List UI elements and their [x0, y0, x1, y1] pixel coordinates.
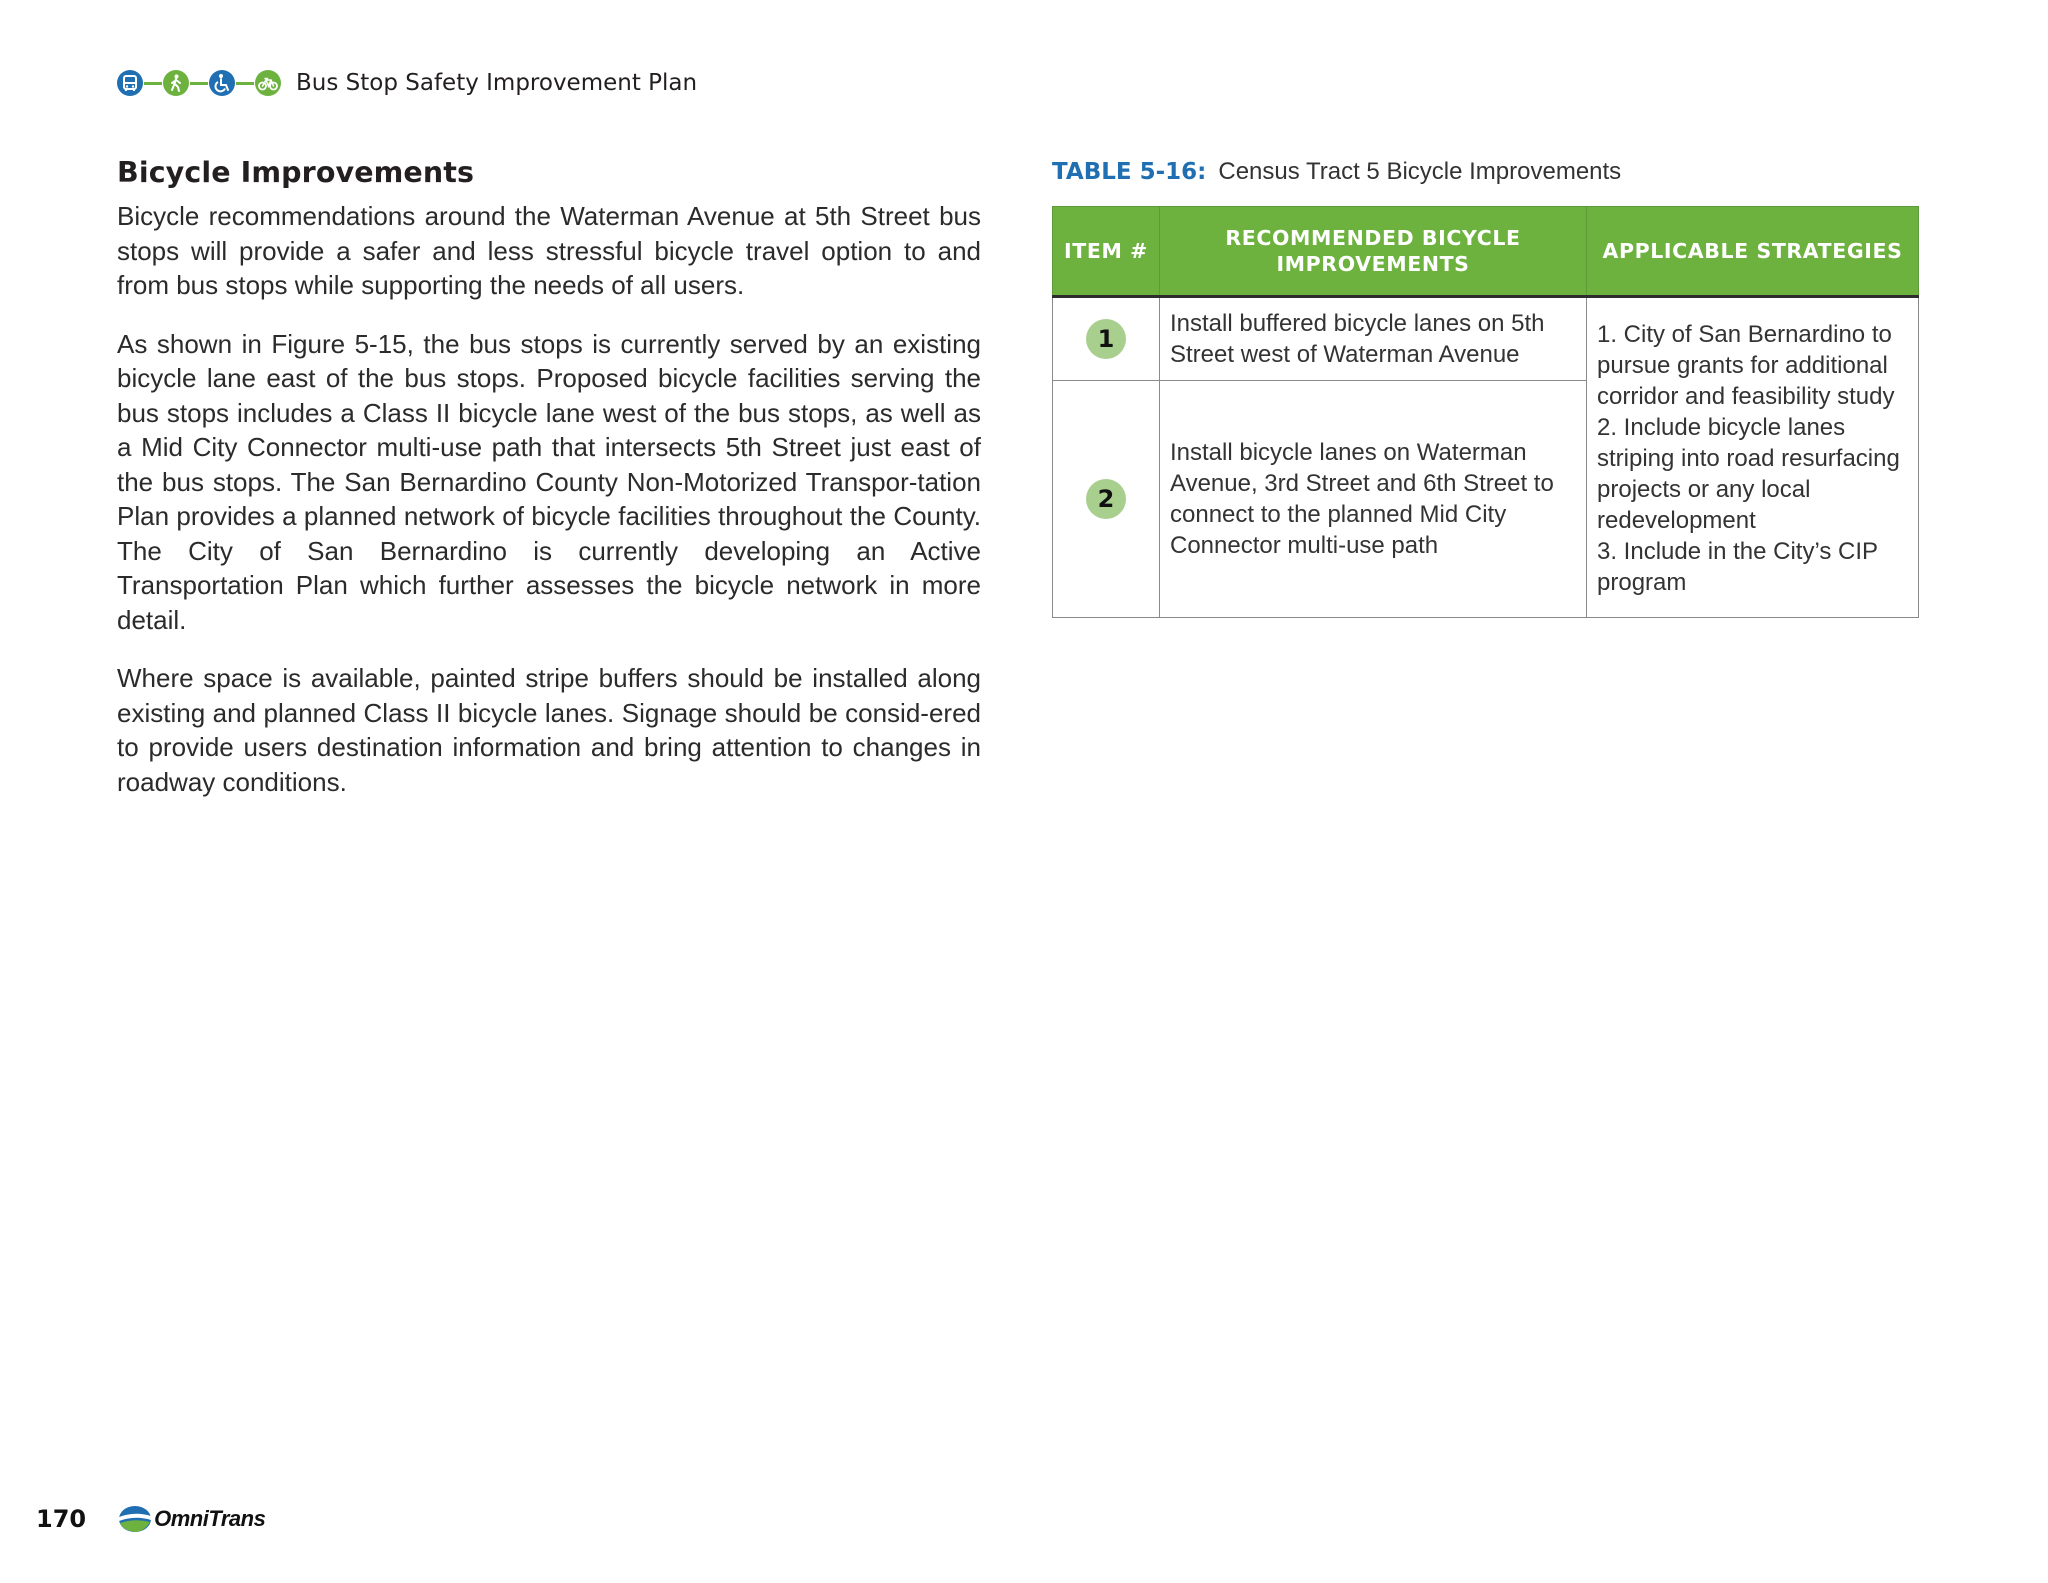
- omnitrans-logo: [118, 1504, 265, 1534]
- strategy-item: 3. Include in the City’s CIP program: [1597, 538, 1878, 596]
- strategy-item: 1. City of San Bernardino to pursue grants for additional corridor and feasibility study: [1597, 321, 1895, 410]
- header-item-number: ITEM #: [1053, 207, 1160, 297]
- item-number-badge: 2: [1086, 479, 1126, 519]
- bicycle-icon: [254, 69, 282, 97]
- page-header: [116, 66, 697, 100]
- omnitrans-logo-text: OmniTrans: [154, 1506, 266, 1531]
- wheelchair-icon: [208, 69, 236, 97]
- body-paragraph: As shown in Figure 5-15, the bus stops is currently served by an existing bicycle lane east of the bus stops. Proposed bicycle facilities serving the bus stops includes a Class II bicycle lane west of the bus stops, as well as a Mid City Connector multi-use path that intersects 5th Street just east of the bus stops. The San Bernardino County Non-Motorized Transpor-tation Plan provides a planned network of bicycle facilities throughout the County. The City of San Bernardino is currently developing an Active Transportation Plan which further assesses the bicycle network in more detail.: [117, 328, 981, 635]
- header-applicable-strategies: APPLICABLE STRATEGIES: [1587, 207, 1919, 297]
- pedestrian-icon: [162, 69, 190, 97]
- icon-connector: [144, 82, 162, 85]
- item-cell: [1053, 297, 1160, 381]
- page-number: 170: [36, 1505, 87, 1533]
- page-footer: [36, 1504, 265, 1534]
- body-paragraph: Where space is available, painted stripe buffers should be installed along existing and planned Class II bicycle lanes. Signage should be consid-ered to provide users destination information and bring attention to changes in roadway conditions.: [117, 663, 981, 797]
- table-caption-title: Census Tract 5 Bicycle Improvements: [1218, 158, 1622, 185]
- table-caption: [1052, 158, 1918, 186]
- bicycle-improvements-section: [117, 156, 981, 823]
- document-title: Bus Stop Safety Improvement Plan: [296, 70, 698, 96]
- body-paragraph: Bicycle recommendations around the Waterman Avenue at 5th Street bus stops will provide a safer and less stressful bicycle travel option to and from bus stops while supporting the needs of all users.: [117, 201, 981, 300]
- table-section: [1052, 158, 1918, 618]
- mode-icons: [116, 69, 282, 97]
- improvement-cell: Install bicycle lanes on Waterman Avenue, 3rd Street and 6th Street to connect to the planned Mid City Connector multi-use path: [1160, 381, 1587, 618]
- strategies-cell: [1587, 297, 1919, 618]
- table-row: [1053, 297, 1919, 381]
- icon-connector: [236, 82, 254, 85]
- header-recommended-improvements: RECOMMENDED BICYCLE IMPROVEMENTS: [1160, 207, 1587, 297]
- bicycle-improvements-table: [1052, 206, 1919, 618]
- strategy-item: 2. Include bicycle lanes striping into road resurfacing projects or any local redevelopment: [1597, 414, 1900, 534]
- improvement-cell: Install buffered bicycle lanes on 5th Street west of Waterman Avenue: [1160, 297, 1587, 381]
- section-title: Bicycle Improvements: [117, 156, 475, 189]
- bus-icon: [116, 69, 144, 97]
- item-cell: [1053, 381, 1160, 618]
- table-caption-label: TABLE 5-16:: [1052, 159, 1207, 185]
- table-header-row: [1053, 207, 1919, 297]
- icon-connector: [190, 82, 208, 85]
- item-number-badge: 1: [1086, 319, 1126, 359]
- omnitrans-logo-icon: [118, 1504, 152, 1534]
